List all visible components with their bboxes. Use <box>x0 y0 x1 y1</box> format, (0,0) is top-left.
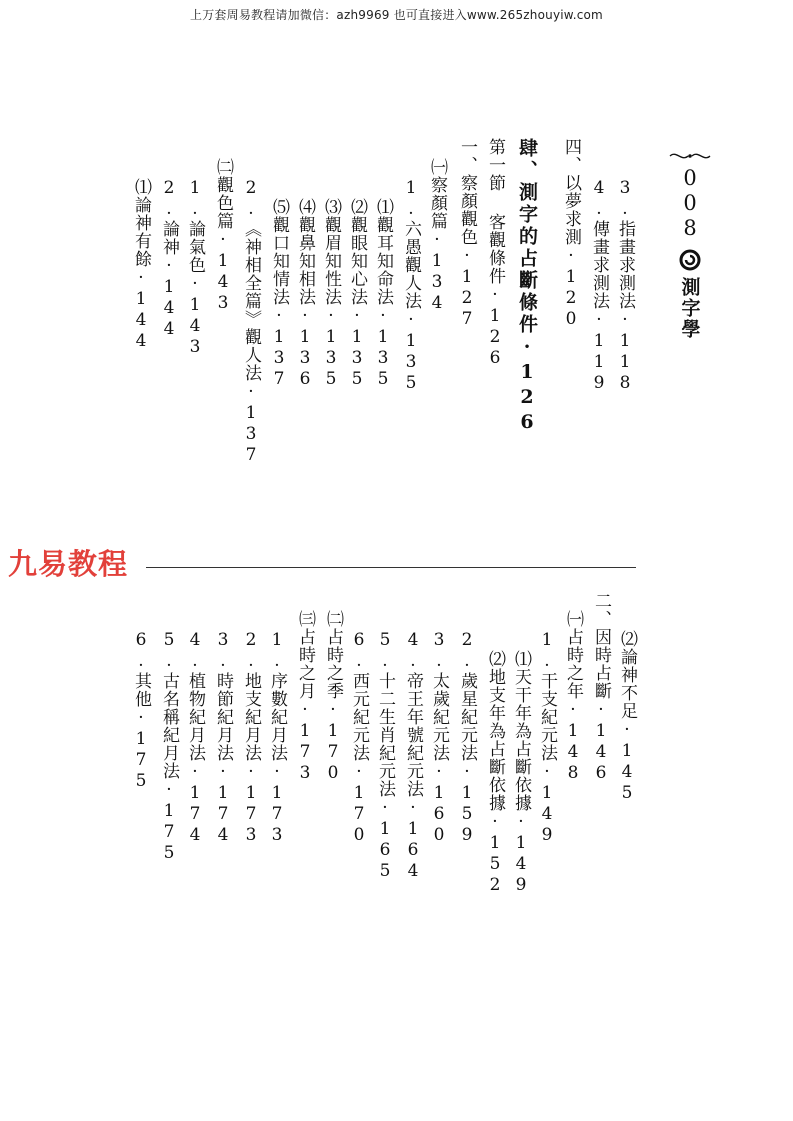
toc-entry: 4.帝王年號紀元法·164 <box>403 630 423 882</box>
toc-entry: ⑴天干年為占斷依據·149 <box>511 650 531 896</box>
toc-entry: 3.太歲紀元法·160 <box>429 630 449 846</box>
toc-entry: ㈠察顏篇·134 <box>427 158 447 314</box>
toc-entry: 1.序數紀月法·173 <box>267 630 287 846</box>
toc-entry: 2.論神·144 <box>159 178 179 340</box>
toc-entry: 2.歲星紀元法·159 <box>457 630 477 846</box>
toc-entry: ⑵觀眼知心法·135 <box>347 198 367 390</box>
toc-entry: 3.時節紀月法·174 <box>213 630 233 846</box>
toc-entry: ㈡占時之季·170 <box>323 610 343 784</box>
toc-entry: 四、以夢求測·120 <box>561 138 581 330</box>
toc-entry: 2.《神相全篇》觀人法·137 <box>241 178 261 466</box>
toc-entry: 4.傳畫求測法·119 <box>589 178 609 394</box>
toc-entry: 2.地支紀月法·173 <box>241 630 261 846</box>
divider-line <box>146 567 636 568</box>
flourish-icon <box>668 150 712 162</box>
toc-entry: ㈢占時之月·173 <box>295 610 315 784</box>
toc-entry: 二、因時占斷·146 <box>591 592 611 784</box>
toc-entry: 3.指畫求測法·118 <box>615 178 635 394</box>
top-banner: 上万套周易教程请加微信：azh9969 也可直接进入www.265zhouyiw.com <box>190 8 603 22</box>
toc-entry: ⑵論神不足·145 <box>617 630 637 804</box>
toc-entry: 5.古名稱紀月法·175 <box>159 630 179 864</box>
toc-entry: 1.干支紀元法·149 <box>537 630 557 846</box>
toc-entry: 1.論氣色·143 <box>185 178 205 358</box>
watermark-logo: 九易教程 <box>8 547 129 581</box>
toc-chapter: 肆、測字的占斷條件·126 <box>516 138 538 436</box>
page-number: 008 <box>678 166 702 241</box>
toc-entry: 1.六愚觀人法·135 <box>401 178 421 394</box>
book-title: 測字學 <box>678 277 701 340</box>
toc-entry: ⑷觀鼻知相法·136 <box>295 198 315 390</box>
toc-entry: 6.其他·175 <box>131 630 151 792</box>
spiral-icon <box>679 249 701 271</box>
toc-entry: 5.十二生肖紀元法·165 <box>375 630 395 882</box>
toc-entry: 一、察顏觀色·127 <box>457 138 477 330</box>
toc-entry: ⑵地支年為占斷依據·152 <box>485 650 505 896</box>
toc-entry: 4.植物紀月法·174 <box>185 630 205 846</box>
page-header <box>668 150 712 340</box>
toc-entry: 第一節 客觀條件·126 <box>485 138 505 369</box>
toc-entry: ⑴論神有餘·144 <box>131 178 151 352</box>
toc-entry: ⑶觀眉知性法·135 <box>321 198 341 390</box>
toc-entry: ㈡觀色篇·143 <box>213 158 233 314</box>
toc-entry: 6.西元紀元法·170 <box>349 630 369 846</box>
toc-entry: ⑴觀耳知命法·135 <box>373 198 393 390</box>
toc-entry: ⑸觀口知情法·137 <box>269 198 289 390</box>
toc-entry: ㈠占時之年·148 <box>563 610 583 784</box>
